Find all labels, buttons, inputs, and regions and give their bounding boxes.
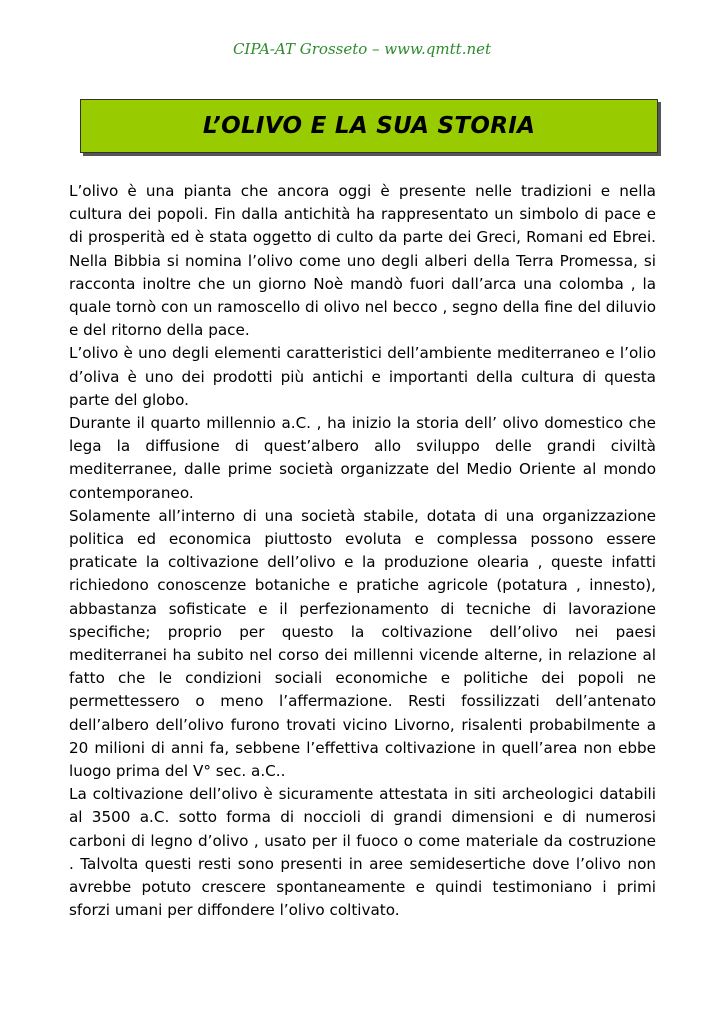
paragraph: L’olivo è uno degli elementi caratteristici dell’ambiente mediterraneo e l’olio d’oliva è uno dei prodotti più antichi e importanti della cultura di questa parte del globo.	[69, 344, 656, 409]
title-banner	[80, 99, 658, 153]
page-title: L’OLIVO E LA SUA STORIA	[202, 113, 536, 139]
article-body	[69, 180, 656, 923]
paragraph: L’olivo è una pianta che ancora oggi è presente nelle tradizioni e nella cultura dei popoli. Fin dalla antichità ha rappresentato un simbolo di pace e di prosperità ed è stata oggetto di culto da parte dei Greci, Romani ed Ebrei. Nella Bibbia si nomina l’olivo come uno degli alberi della Terra Promessa, si racconta inoltre che un giorno Noè mandò fuori dall’arca una colomba , la quale tornò con un ramoscello di olivo nel becco , segno della fine del diluvio e del ritorno della pace.	[69, 182, 656, 340]
page-header: CIPA-AT Grosseto – www.qmtt.net	[232, 40, 492, 58]
paragraph: Durante il quarto millennio a.C. , ha inizio la storia dell’ olivo domestico che lega la diffusione di quest’albero allo sviluppo delle grandi civiltà mediterranee, dalle prime società organizzate del Medio Oriente al mondo contemporaneo.	[69, 414, 656, 502]
paragraph: La coltivazione dell’olivo è sicuramente attestata in siti archeologici databili al 3500 a.C. sotto forma di noccioli di grandi dimensioni e di numerosi carboni di legno d’olivo , usato per il fuoco o come materiale da costruzione . Talvolta questi resti sono presenti in aree semidesertiche dove l’olivo non avrebbe potuto crescere spontaneamente e quindi testimoniano i primi sforzi umani per diffondere l’olivo coltivato.	[69, 785, 656, 920]
paragraph: Solamente all’interno di una società stabile, dotata di una organizzazione politica ed economica piuttosto evoluta e complessa possono essere praticate la coltivazione dell’olivo e la produzione olearia , queste infatti richiedono conoscenze botaniche e pratiche agricole (potatura , innesto), abbastanza sofisticate e il perfezionamento di tecniche di lavorazione specifiche; proprio per questo la coltivazione dell’olivo nei paesi mediterranei ha subito nel corso dei millenni vicende alterne, in relazione al fatto che le condizioni sociali economiche e politiche dei popoli ne permettessero o meno l’affermazione. Resti fossilizzati dell’antenato dell’albero dell’olivo furono trovati vicino Livorno, risalenti probabilmente a 20 milioni di anni fa, sebbene l’effettiva coltivazione in quell’area non ebbe luogo prima del V° sec. a.C..	[69, 506, 656, 781]
